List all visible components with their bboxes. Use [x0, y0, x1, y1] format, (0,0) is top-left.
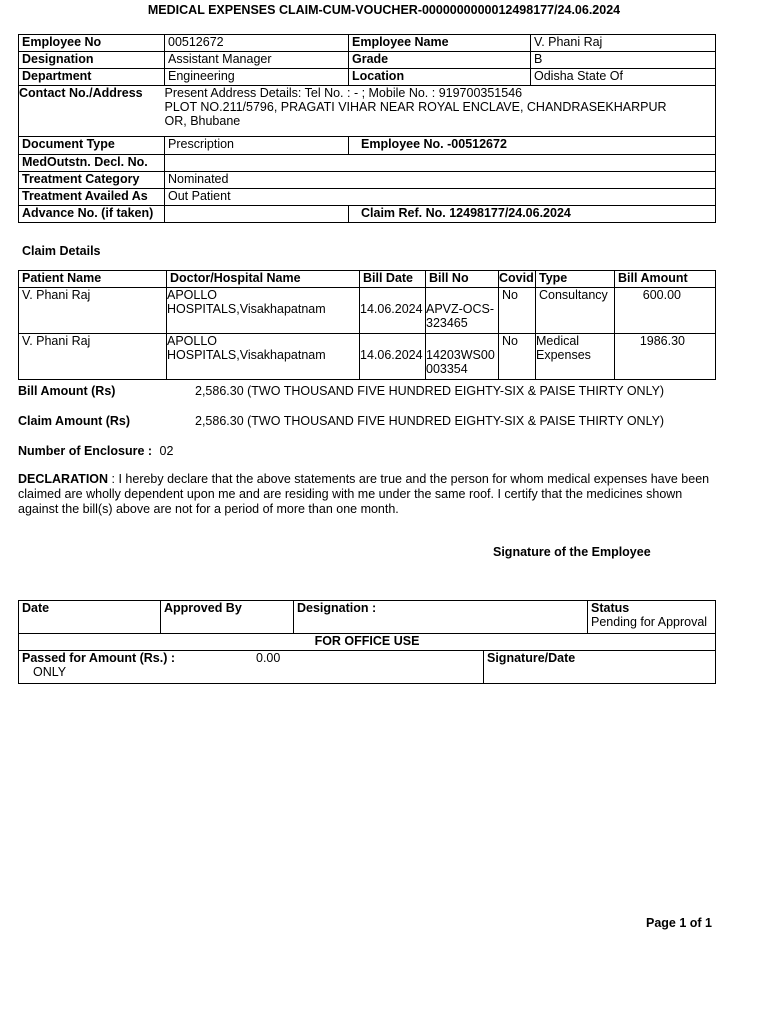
department-value: Engineering: [165, 69, 349, 86]
passed-amount-only: ONLY: [33, 665, 67, 679]
row-covid: No: [499, 288, 536, 334]
advance-value: [165, 206, 349, 223]
passed-amount-value: 0.00: [256, 651, 281, 665]
page-number: Page 1 of 1: [646, 916, 712, 930]
doc-type-value: Prescription: [165, 137, 349, 155]
treatment-category-label: Treatment Category: [19, 172, 165, 189]
claim-details-heading: Claim Details: [22, 244, 101, 258]
col-bill-date: Bill Date: [360, 271, 426, 288]
col-type: Type: [536, 271, 615, 288]
col-patient-name: Patient Name: [19, 271, 167, 288]
claim-ref: Claim Ref. No. 12498177/24.06.2024: [349, 206, 716, 223]
row-type-line-2: Expenses: [536, 348, 591, 362]
row-bill-no-line-1: 14203WS00: [426, 348, 495, 362]
location-value: Odisha State Of: [531, 69, 716, 86]
enclosure-label: Number of Enclosure :: [18, 444, 153, 458]
grade-label: Grade: [349, 52, 531, 69]
row-amount: 600.00: [615, 288, 716, 334]
bills-header-row: [19, 271, 716, 288]
approval-date-label: Date: [19, 601, 161, 634]
approval-status-cell: [588, 601, 716, 634]
medoutstn-label: MedOutstn. Decl. No.: [19, 155, 165, 172]
enclosure-line: [18, 444, 173, 458]
col-bill-amount: Bill Amount: [615, 271, 716, 288]
employee-info-table: [18, 34, 716, 223]
approval-status-value: Pending for Approval: [591, 615, 708, 629]
designation-value: Assistant Manager: [165, 52, 349, 69]
row-doctor-line-1: APOLLO: [167, 288, 218, 302]
bill-amount-value: 2,586.30 (TWO THOUSAND FIVE HUNDRED EIGHTY-SIX & PAISE THIRTY ONLY): [195, 384, 665, 398]
emp-name-value: V. Phani Raj: [531, 35, 716, 52]
row-bill-no-line-2: 323465: [426, 316, 468, 330]
claim-amount-label: Claim Amount (Rs): [18, 414, 131, 428]
contact-address: [165, 86, 716, 137]
approval-status-label: Status: [591, 601, 630, 615]
col-bill-no: Bill No: [426, 271, 499, 288]
treatment-availed-label: Treatment Availed As: [19, 189, 165, 206]
emp-no-ref: Employee No. -00512672: [349, 137, 716, 155]
passed-amount-cell: [19, 651, 484, 684]
row-amount: 1986.30: [615, 334, 716, 380]
row-doctor-line-1: APOLLO: [167, 334, 218, 348]
row-type-line-1: Consultancy: [539, 288, 608, 302]
row-doctor: [167, 334, 360, 380]
row-bill-date: 14.06.2024: [360, 334, 426, 380]
row-type: [536, 288, 615, 334]
col-covid: Covid: [499, 271, 536, 288]
bills-table: [18, 270, 716, 380]
employee-signature-label: Signature of the Employee: [493, 545, 651, 559]
grade-value: B: [531, 52, 716, 69]
signature-date-label: Signature/Date: [484, 651, 716, 684]
emp-no-label: Employee No: [19, 35, 165, 52]
col-doctor-hospital: Doctor/Hospital Name: [167, 271, 360, 288]
declaration-label: DECLARATION: [18, 472, 109, 486]
approval-table: [18, 600, 716, 684]
emp-no-value: 00512672: [165, 35, 349, 52]
department-label: Department: [19, 69, 165, 86]
designation-label: Designation: [19, 52, 165, 69]
location-label: Location: [349, 69, 531, 86]
treatment-category-value: Nominated: [165, 172, 716, 189]
contact-label: Contact No./Address: [19, 86, 165, 137]
doc-type-label: Document Type: [19, 137, 165, 155]
emp-name-label: Employee Name: [349, 35, 531, 52]
claim-amount-value: 2,586.30 (TWO THOUSAND FIVE HUNDRED EIGHTY-SIX & PAISE THIRTY ONLY): [195, 414, 665, 428]
advance-label: Advance No. (if taken): [19, 206, 165, 223]
page-title: MEDICAL EXPENSES CLAIM-CUM-VOUCHER-0000000000012498177/24.06.2024: [147, 3, 621, 17]
enclosure-value: 02: [159, 444, 174, 458]
row-covid: No: [499, 334, 536, 380]
row-bill-no: [426, 334, 499, 380]
row-bill-no: [426, 288, 499, 334]
treatment-availed-value: Out Patient: [165, 189, 716, 206]
approved-by-label: Approved By: [161, 601, 294, 634]
declaration: [18, 472, 718, 517]
row-patient: V. Phani Raj: [19, 288, 167, 334]
row-type-line-1: Medical: [536, 334, 580, 348]
declaration-text: : I hereby declare that the above statements are true and the person for whom medical expenses have been claimed are wholly dependent upon me and are residing with me under the same roof. I certify that the medicines shown against the bill(s) above are not for a period of more than one month.: [18, 472, 710, 516]
row-doctor: [167, 288, 360, 334]
contact-line-1: Present Address Details: Tel No. : - ; Mobile No. : 919700351546: [164, 86, 523, 100]
contact-line-2: PLOT NO.211/5796, PRAGATI VIHAR NEAR ROYAL ENCLAVE, CHANDRASEKHARPUR: [164, 100, 667, 114]
row-type: [536, 334, 615, 380]
medoutstn-value: [165, 155, 716, 172]
approval-designation-label: Designation :: [294, 601, 588, 634]
row-bill-date: 14.06.2024: [360, 288, 426, 334]
table-row: [19, 334, 716, 380]
bill-amount-label: Bill Amount (Rs): [18, 384, 116, 398]
office-use-heading: FOR OFFICE USE: [19, 634, 716, 651]
row-doctor-line-2: HOSPITALS,Visakhapatnam: [167, 348, 326, 362]
contact-line-3: OR, Bhubane: [164, 114, 241, 128]
table-row: [19, 288, 716, 334]
row-bill-no-line-1: APVZ-OCS-: [426, 302, 495, 316]
row-bill-no-line-2: 003354: [426, 362, 468, 376]
row-patient: V. Phani Raj: [19, 334, 167, 380]
passed-amount-label: Passed for Amount (Rs.) :: [22, 651, 176, 665]
row-doctor-line-2: HOSPITALS,Visakhapatnam: [167, 302, 326, 316]
